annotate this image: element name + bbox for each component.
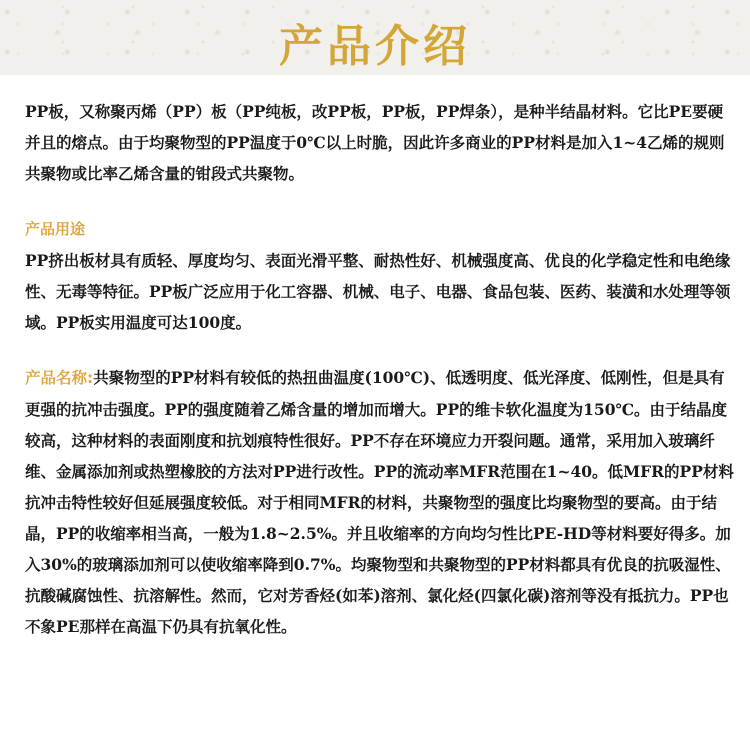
page-title: 产品介绍 — [279, 21, 471, 72]
usage-paragraph: PP挤出板材具有质轻、厚度均匀、表面光滑平整、耐热性好、机械强度高、优良的化学稳定性和电绝缘性、无毒等特征。PP板广泛应用于化工容器、机械、电子、电器、食品包装、医药、装潢和水处理等领域。PP板实用温度可达100度。 — [25, 251, 731, 332]
intro-paragraph: PP板，又称聚丙烯（PP）板（PP纯板，改PP板，PP板，PP焊条），是种半结晶材料。它比PE要硬并且的熔点。由于均聚物型的PP温度于0℃以上时脆，因此许多商业的PP材料是加入1~4乙烯的规则共聚物或比率乙烯含量的钳段式共聚物。 — [25, 102, 725, 183]
usage-heading: 产品用途 — [25, 220, 86, 238]
title-banner — [0, 0, 750, 75]
name-paragraph — [25, 362, 737, 642]
spacer — [25, 189, 737, 213]
spacer — [25, 338, 737, 362]
name-text: 共聚物型的PP材料有较低的热扭曲温度(100℃)、低透明度、低光泽度、低刚性，但是具有更强的抗冲击强度。PP的强度随着乙烯含量的增加而增大。PP的维卡软化温度为150℃。由于结晶度较高，这种材料的表面刚度和抗划痕特性很好。PP不存在环境应力开裂问题。通常，采用加入玻璃纤维、金属添加剂或热塑橡胶的方法对PP进行改性。PP的流动率MFR范围在1~40。低MFR的PP材料抗冲击特性较好但延展强度较低。对于相同MFR的材料，共聚物型的强度比均聚物型的要高。由于结晶，PP的收缩率相当高，一般为1.8~2.5%。并且收缩率的方向均匀性比PE-HD等材料要好得多。加入30%的玻璃添加剂可以使收缩率降到0.7%。均聚物型和共聚物型的PP材料都具有优良的抗吸湿性、抗酸碱腐蚀性、抗溶解性。然而，它对芳香烃(如苯)溶剂、氯化烃(四氯化碳)溶剂等没有抵抗力。PP也不象PE那样在高温下仍具有抗氧化性。 — [25, 368, 734, 636]
product-description — [25, 96, 737, 642]
name-heading: 产品名称: — [25, 369, 94, 387]
